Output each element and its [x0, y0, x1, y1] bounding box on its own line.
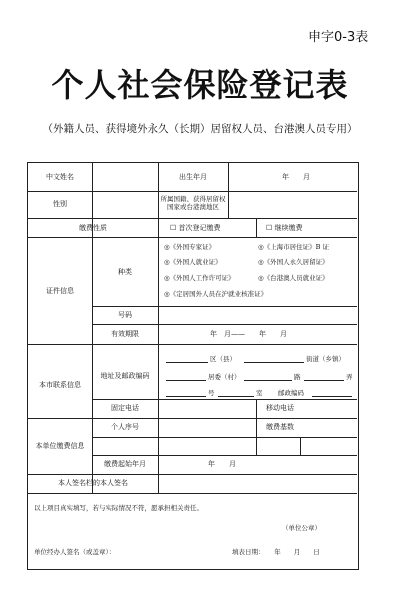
form-title: 个人社会保险登记表 — [51, 66, 349, 104]
number-suffix: 号 — [208, 389, 215, 397]
unit-payment-label: 本单位缴费信息 — [35, 442, 85, 450]
start-label: 缴费起始年月 — [104, 460, 146, 468]
cert-option-residence-b[interactable]: ◎《上海市居住证》B 证 — [258, 243, 330, 251]
number-blank[interactable] — [166, 396, 206, 397]
validity-label: 有效期限 — [111, 330, 139, 338]
postcode-label: 邮政编码 — [278, 389, 304, 397]
district-blank[interactable] — [166, 362, 208, 363]
committee-suffix: 居委（村） — [208, 373, 241, 381]
cert-number-field[interactable] — [160, 308, 355, 323]
birth-label: 出生年月 — [179, 173, 207, 181]
declaration-text: 以上项目真实填写，若与实际情况不符，愿承担相关责任。 — [34, 504, 203, 512]
cert-option-expert[interactable]: ◎《外国专家证》 — [164, 243, 216, 251]
name-label: 中文姓名 — [46, 173, 74, 181]
unit-seal: （单位公章） — [282, 524, 321, 532]
base-field[interactable] — [300, 420, 355, 436]
cert-option-hk-tw-macao[interactable]: ◎《台港澳人员就业证》 — [258, 274, 329, 282]
cert-option-overseas-settled[interactable]: ◎《定居国外人员在沪就业核准证》 — [164, 290, 268, 298]
landline-field[interactable] — [160, 401, 254, 417]
committee-blank[interactable] — [166, 380, 206, 381]
lane-blank[interactable] — [304, 380, 344, 381]
birth-field[interactable]: 年 月 — [282, 173, 310, 181]
handler-signature-label: 单位经办人签名（或盖章）： — [34, 548, 116, 556]
mobile-field[interactable] — [300, 401, 355, 417]
cert-option-permanent[interactable]: ◎《外国人永久居留证》 — [258, 258, 329, 266]
gender-field[interactable] — [94, 193, 156, 216]
continue-payment-checkbox[interactable]: ☐ 继续缴费 — [266, 224, 303, 232]
address-label: 地址及邮政编码 — [100, 372, 150, 380]
name-field[interactable] — [94, 165, 156, 189]
lane-suffix: 弄 — [346, 373, 353, 381]
room-blank[interactable] — [218, 396, 254, 397]
first-registration-checkbox[interactable]: ☐ 首次登记缴费 — [170, 224, 221, 232]
form-code: 申字0-3表 — [308, 30, 369, 45]
fill-date-label: 填表日期： 年 月 日 — [232, 548, 320, 556]
start-field[interactable]: 年 月 — [208, 460, 236, 468]
room-suffix: 室 — [256, 389, 263, 397]
id-info-label: 证件信息 — [46, 287, 74, 295]
cert-number-label: 号码 — [118, 311, 132, 319]
postcode-blank[interactable] — [312, 396, 352, 397]
nationality-field[interactable] — [230, 193, 355, 216]
nationality-label: 所属国籍、获得居留权国家或台港澳地区 — [160, 195, 226, 211]
cert-type-label: 种类 — [118, 268, 132, 276]
street-blank[interactable] — [244, 362, 304, 363]
personal-no-field[interactable] — [160, 420, 254, 436]
road-blank[interactable] — [244, 380, 292, 381]
mobile-label: 移动电话 — [266, 404, 294, 412]
payment-nature-label: 缴费性质 — [79, 224, 107, 232]
cert-option-employment[interactable]: ◎《外国人就业证》 — [164, 258, 222, 266]
contact-label: 本市联系信息 — [39, 381, 81, 389]
street-suffix: 街道（乡镇） — [306, 355, 345, 363]
validity-field[interactable]: 年 月—— 年 月 — [210, 330, 287, 338]
district-suffix: 区（县） — [210, 355, 236, 363]
signature-field[interactable] — [160, 476, 355, 492]
signature-label: 本人签名栏的本人签名 — [58, 479, 128, 487]
base-label: 缴费基数 — [266, 423, 294, 431]
landline-label: 固定电话 — [111, 404, 139, 412]
form-subtitle: （外籍人员、获得境外永久（长期）居留权人员、台港澳人员专用） — [42, 123, 358, 135]
road-suffix: 路 — [294, 373, 301, 381]
gender-label: 性别 — [53, 200, 67, 208]
personal-no-label: 个人序号 — [111, 423, 139, 431]
cert-option-work-permit[interactable]: ◎《外国人工作许可证》 — [164, 274, 235, 282]
